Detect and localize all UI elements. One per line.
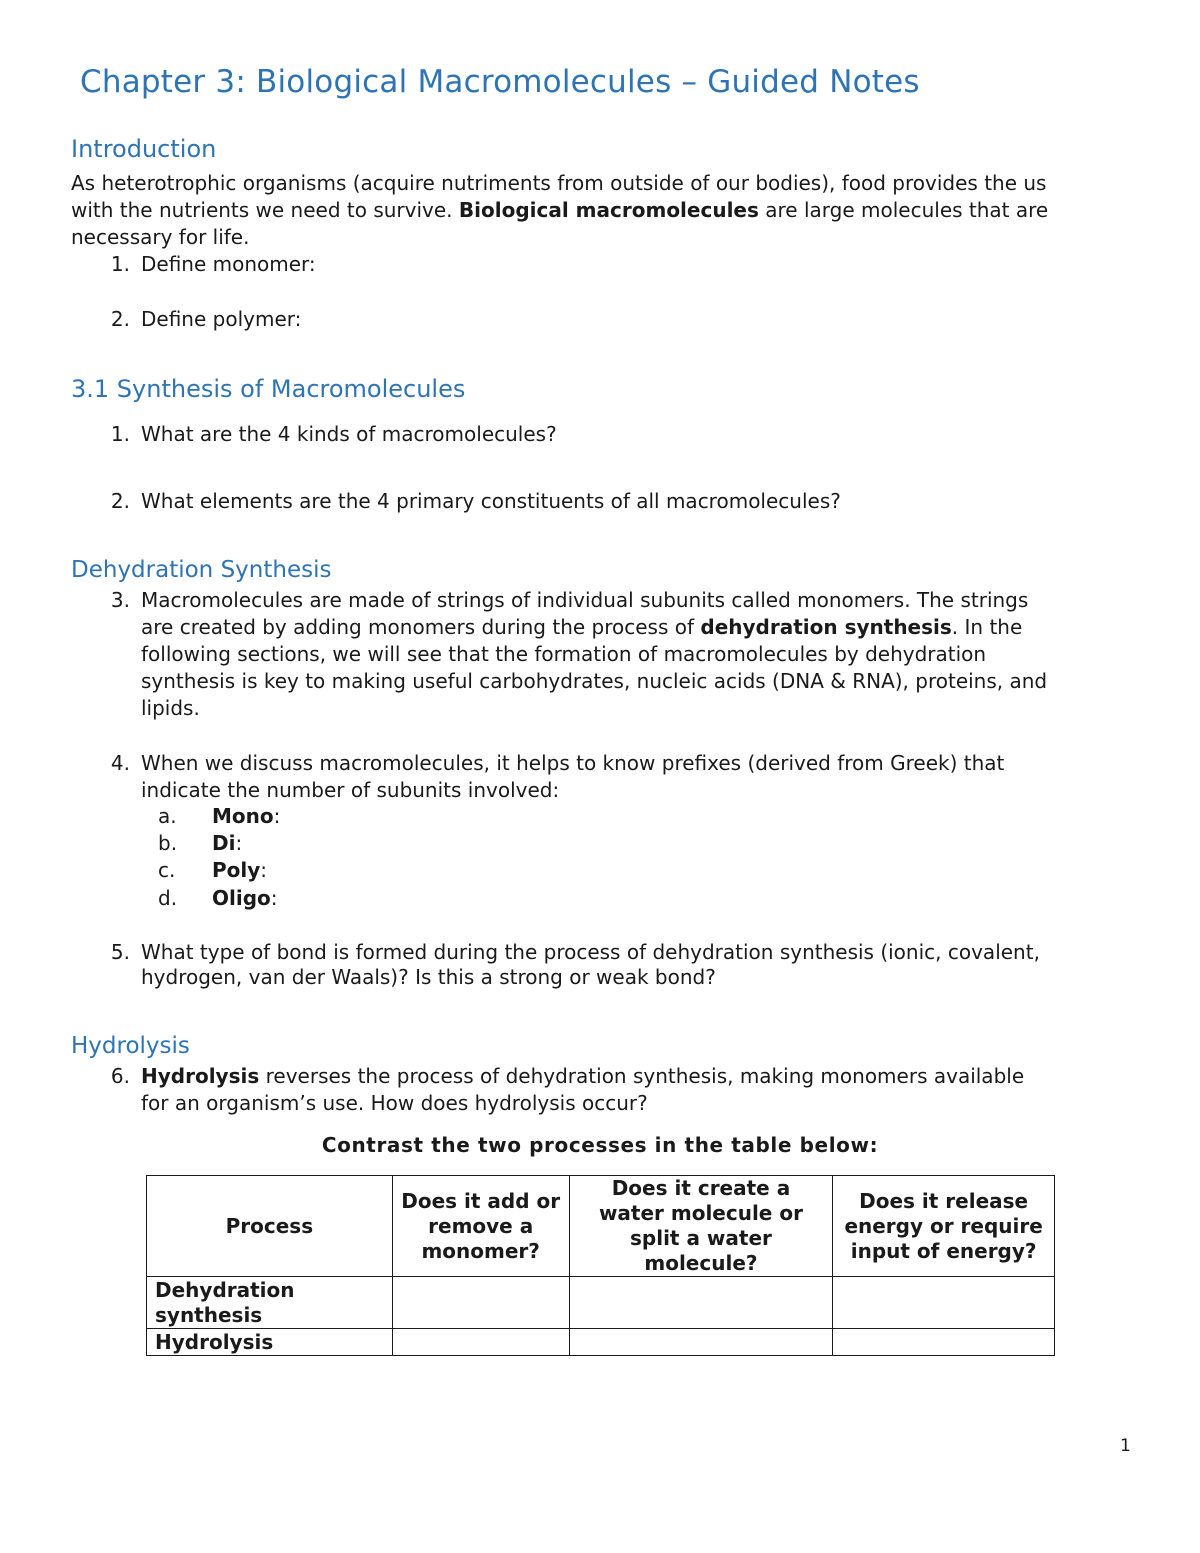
list-number: 4. [110, 751, 130, 775]
list-number: 2. [110, 307, 130, 331]
term-biological-macromolecules: Biological macromolecules [458, 198, 759, 222]
table-cell-blank[interactable] [569, 1329, 833, 1356]
table-cell-blank[interactable] [833, 1277, 1055, 1329]
item3-line: synthesis is key to making useful carbohydrates, nucleic acids (DNA & RNA), proteins, and [141, 669, 1048, 693]
table-cell-blank[interactable] [833, 1329, 1055, 1356]
section-heading-introduction: Introduction [71, 135, 217, 163]
list-number: 5. [110, 940, 130, 964]
section-heading-hydrolysis: Hydrolysis [71, 1033, 190, 1059]
list-number: 3. [110, 588, 130, 612]
question-kinds-of-macromolecules: What are the 4 kinds of macromolecules? [141, 422, 557, 446]
item6-line: for an organism’s use. How does hydrolysis occur? [141, 1091, 648, 1115]
item3-line: are created by adding monomers during the process of dehydration synthesis. In the [141, 615, 1023, 639]
prefix-letter: b. [158, 831, 178, 855]
table-header-water: Does it create a water molecule or split a water molecule? [569, 1176, 833, 1277]
table-row [147, 1329, 1055, 1356]
table-row-label: Hydrolysis [147, 1329, 393, 1356]
item4-line: indicate the number of subunits involved: [141, 778, 560, 802]
prefix-di: Di: [212, 831, 243, 855]
page-number: 1 [1120, 1436, 1131, 1456]
prefix-letter: c. [158, 858, 176, 882]
list-number: 1. [110, 252, 130, 276]
item6-line: Hydrolysis reverses the process of dehydration synthesis, making monomers available [141, 1064, 1025, 1088]
list-number: 6. [110, 1064, 130, 1088]
section-heading-dehydration-synthesis: Dehydration Synthesis [71, 557, 332, 583]
section-heading-synthesis: 3.1 Synthesis of Macromolecules [71, 375, 466, 403]
table-header-process: Process [147, 1176, 393, 1277]
prefix-mono: Mono: [212, 804, 281, 828]
table-row-label: Dehydration synthesis [147, 1277, 393, 1329]
table-header-add-remove: Does it add or remove a monomer? [392, 1176, 569, 1277]
prefix-letter: a. [158, 804, 177, 828]
term-dehydration-synthesis: dehydration synthesis [700, 615, 952, 639]
page-title: Chapter 3: Biological Macromolecules – Guided Notes [80, 64, 920, 100]
table-header-energy: Does it release energy or require input of energy? [833, 1176, 1055, 1277]
item5-line: What type of bond is formed during the process of dehydration synthesis (ionic, covalent, [141, 940, 1040, 964]
question-define-monomer: Define monomer: [141, 252, 316, 276]
question-define-polymer: Define polymer: [141, 307, 302, 331]
item4-line: When we discuss macromolecules, it helps to know prefixes (derived from Greek) that [141, 751, 1005, 775]
prefix-letter: d. [158, 886, 178, 910]
item3-line: lipids. [141, 696, 200, 720]
list-number: 2. [110, 489, 130, 513]
item5-line: hydrogen, van der Waals)? Is this a strong or weak bond? [141, 965, 716, 989]
intro-paragraph-line: with the nutrients we need to survive. Biological macromolecules are large molecules that are [71, 198, 1049, 222]
question-primary-elements: What elements are the 4 primary constituents of all macromolecules? [141, 489, 841, 513]
prefix-poly: Poly: [212, 858, 268, 882]
item3-line: following sections, we will see that the formation of macromolecules by dehydration [141, 642, 987, 666]
intro-paragraph-line: As heterotrophic organisms (acquire nutriments from outside of our bodies), food provides the us [71, 171, 1047, 195]
intro-paragraph-line: necessary for life. [71, 225, 250, 249]
term-hydrolysis: Hydrolysis [141, 1064, 260, 1088]
table-row [147, 1277, 1055, 1329]
table-caption: Contrast the two processes in the table below: [321, 1133, 879, 1157]
item3-line: Macromolecules are made of strings of individual subunits called monomers. The strings [141, 588, 1029, 612]
comparison-table [146, 1175, 1055, 1356]
table-cell-blank[interactable] [569, 1277, 833, 1329]
prefix-oligo: Oligo: [212, 886, 278, 910]
list-number: 1. [110, 422, 130, 446]
table-header-row [147, 1176, 1055, 1277]
table-cell-blank[interactable] [392, 1277, 569, 1329]
table-cell-blank[interactable] [392, 1329, 569, 1356]
